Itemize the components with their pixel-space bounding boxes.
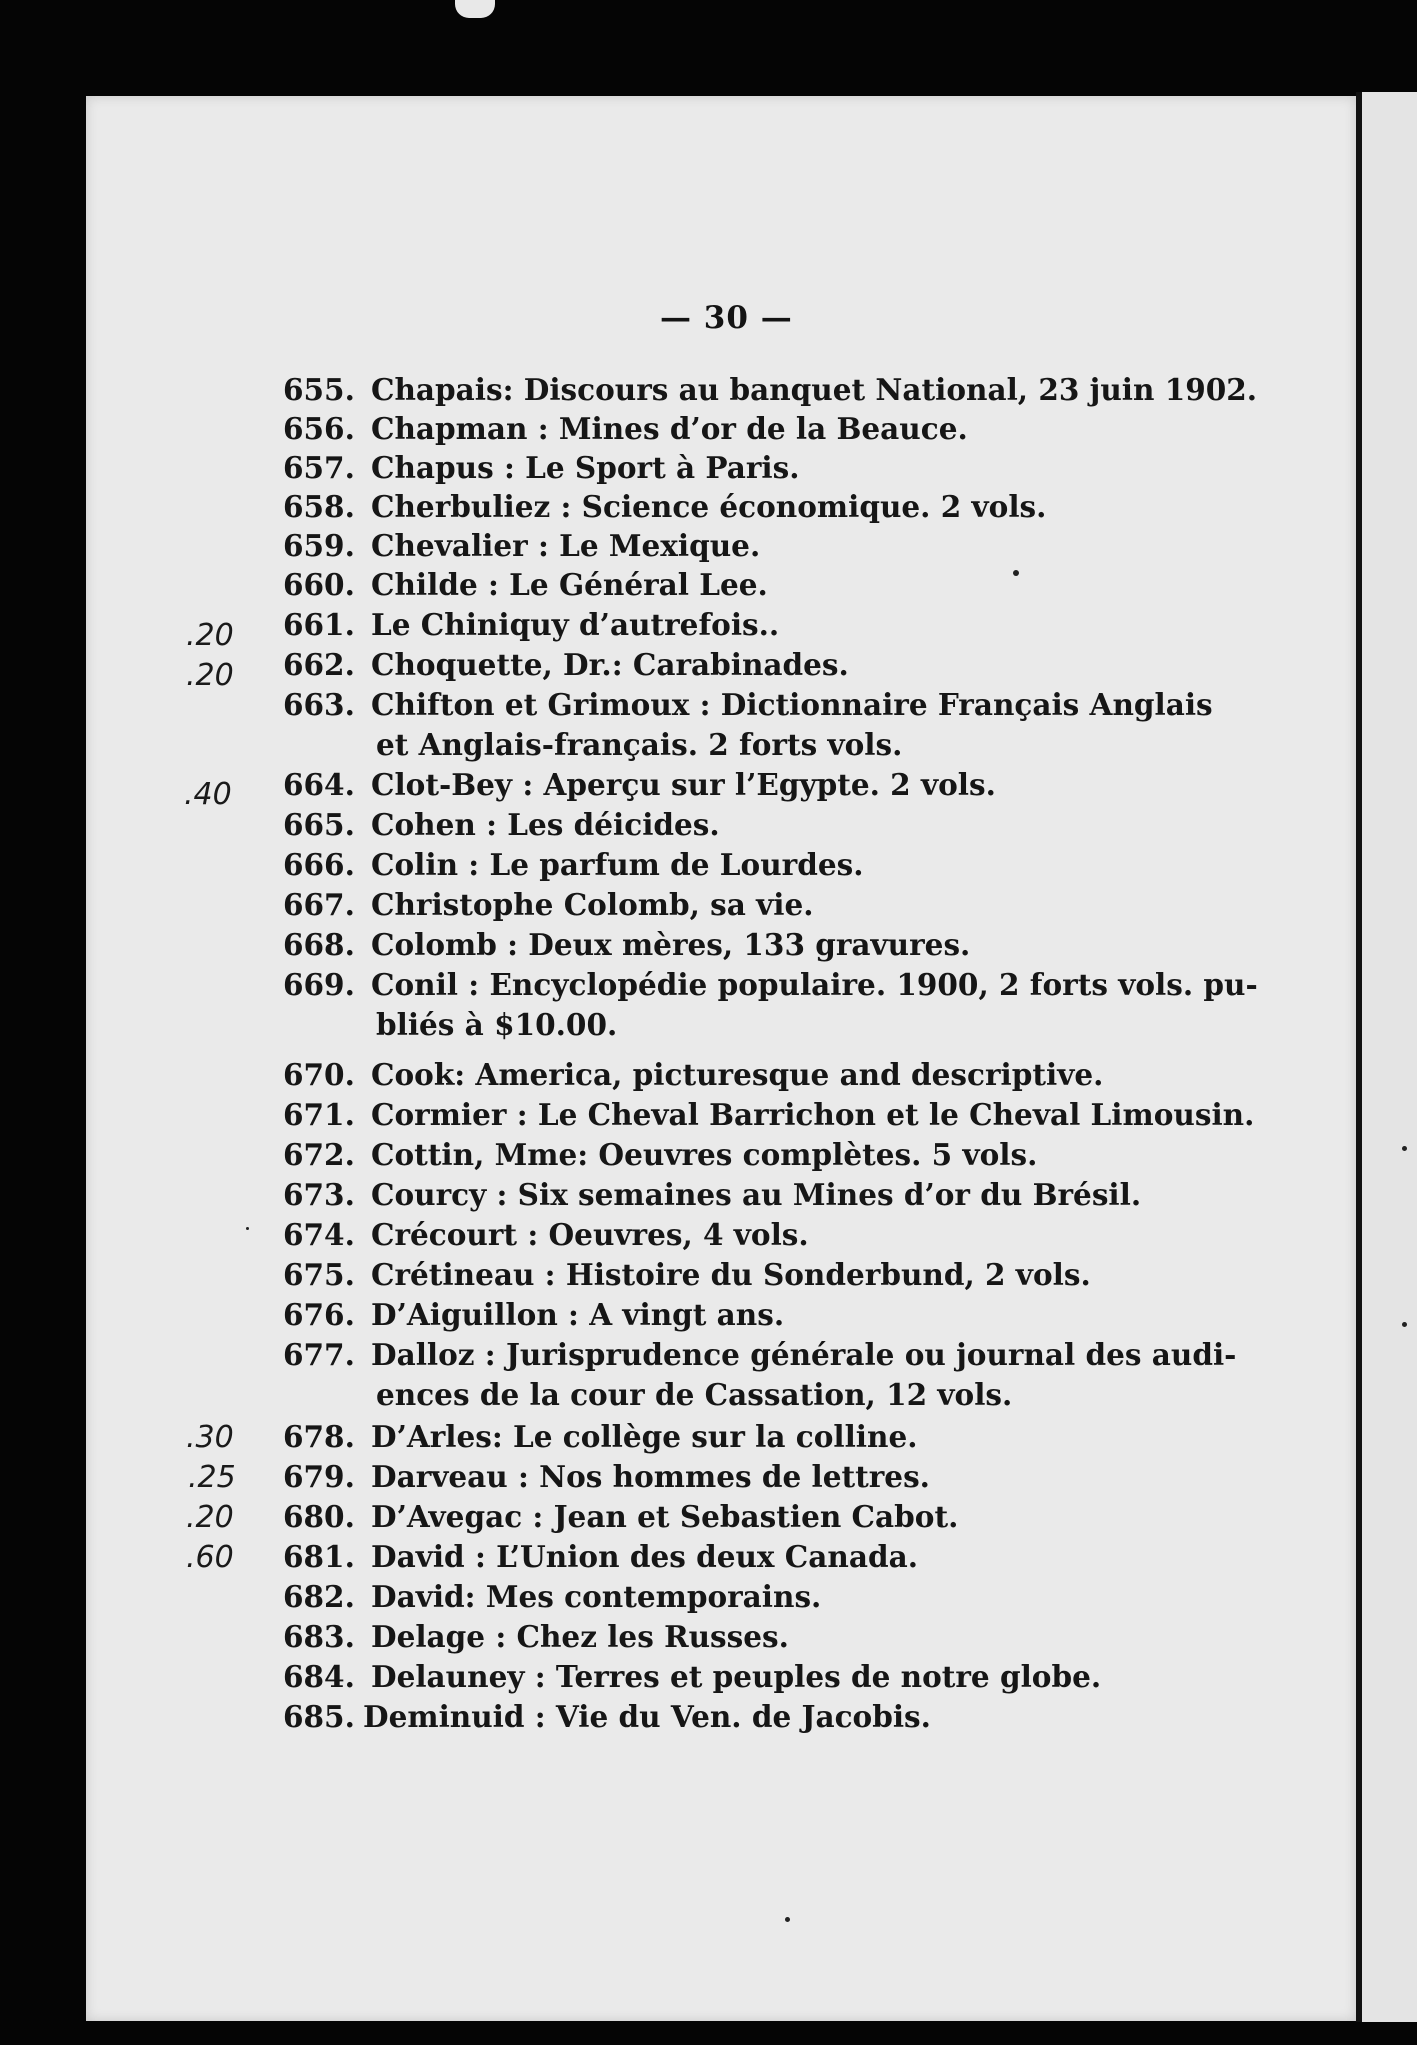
entry-number: 670. <box>283 1057 355 1092</box>
entry-number: 681. <box>283 1539 355 1574</box>
entry-continuation: ences de la cour de Cassation, 12 vols. <box>376 1377 1013 1412</box>
entry-text: Cook: America, picturesque and descriptive. <box>371 1057 1104 1092</box>
entry-text: Deminuid : Vie du Ven. de Jacobis. <box>363 1699 931 1734</box>
entry-number: 657. <box>283 450 355 485</box>
handwritten-price-note: .60 <box>186 1540 234 1575</box>
entry-number: 684. <box>283 1659 355 1694</box>
entry-continuation: et Anglais-français. 2 forts vols. <box>376 727 903 762</box>
entry-number: 674. <box>283 1217 355 1252</box>
scan-speck <box>246 1227 249 1230</box>
entry-text: D’Arles: Le collège sur la colline. <box>371 1419 918 1454</box>
handwritten-price-note: .20 <box>186 1500 234 1535</box>
entry-text: Cormier : Le Cheval Barrichon et le Cheval Limousin. <box>371 1097 1255 1132</box>
handwritten-price-note: .25 <box>188 1460 236 1495</box>
entry-text: Dalloz : Jurisprudence générale ou journal des audi- <box>371 1337 1237 1372</box>
entry-continuation: bliés à $10.00. <box>376 1007 618 1042</box>
entry-text: Crécourt : Oeuvres, 4 vols. <box>371 1217 809 1252</box>
entry-number: 669. <box>283 967 355 1002</box>
entry-number: 660. <box>283 567 355 602</box>
entry-text: Colomb : Deux mères, 133 gravures. <box>371 927 971 962</box>
entry-text: Choquette, Dr.: Carabinades. <box>371 647 849 682</box>
entry-number: 683. <box>283 1619 355 1654</box>
entry-text: Clot-Bey : Aperçu sur l’Egypte. 2 vols. <box>371 767 996 802</box>
entry-number: 658. <box>283 489 355 524</box>
entry-number: 667. <box>283 887 355 922</box>
entry-text: David : L’Union des deux Canada. <box>371 1539 918 1574</box>
entry-text: Cohen : Les déicides. <box>371 807 720 842</box>
entry-number: 659. <box>283 528 355 563</box>
entry-text: Cottin, Mme: Oeuvres complètes. 5 vols. <box>371 1137 1038 1172</box>
entry-text: Chapus : Le Sport à Paris. <box>371 450 800 485</box>
entry-text: Cherbuliez : Science économique. 2 vols. <box>371 489 1047 524</box>
entry-text: Crétineau : Histoire du Sonderbund, 2 vols. <box>371 1257 1091 1292</box>
entry-number: 676. <box>283 1297 355 1332</box>
scan-speck <box>1402 1146 1407 1151</box>
handwritten-price-note: .30 <box>186 1420 234 1455</box>
adjacent-page-edge <box>1362 92 1417 2022</box>
scan-speck <box>1013 570 1019 576</box>
entry-number: 665. <box>283 807 355 842</box>
entry-number: 664. <box>283 767 355 802</box>
entry-text: Courcy : Six semaines au Mines d’or du Brésil. <box>371 1177 1142 1212</box>
entry-number: 673. <box>283 1177 355 1212</box>
entry-text: Delage : Chez les Russes. <box>371 1619 789 1654</box>
entry-number: 671. <box>283 1097 355 1132</box>
entry-text: David: Mes contemporains. <box>371 1579 822 1614</box>
scan-artifact <box>455 0 495 18</box>
entry-number: 675. <box>283 1257 355 1292</box>
entry-text: D’Avegac : Jean et Sebastien Cabot. <box>371 1499 959 1534</box>
entry-number: 672. <box>283 1137 355 1172</box>
entry-number: 679. <box>283 1459 355 1494</box>
entry-number: 678. <box>283 1419 355 1454</box>
handwritten-price-note: .20 <box>186 618 234 653</box>
entry-number: 680. <box>283 1499 355 1534</box>
scan-speck <box>1402 1322 1407 1327</box>
handwritten-price-note: .40 <box>184 777 232 812</box>
entry-number: 685. <box>283 1699 355 1734</box>
entry-text: Chevalier : Le Mexique. <box>371 528 761 563</box>
entry-number: 655. <box>283 372 355 407</box>
entry-text: Le Chiniquy d’autrefois.. <box>371 607 780 642</box>
entry-text: Christophe Colomb, sa vie. <box>371 887 814 922</box>
entry-number: 666. <box>283 847 355 882</box>
entry-text: Chifton et Grimoux : Dictionnaire Français Anglais <box>371 687 1213 722</box>
entry-text: Chapais: Discours au banquet National, 23 juin 1902. <box>371 372 1258 407</box>
entry-number: 661. <box>283 607 355 642</box>
entry-number: 656. <box>283 411 355 446</box>
entry-number: 663. <box>283 687 355 722</box>
entry-text: Darveau : Nos hommes de lettres. <box>371 1459 930 1494</box>
entry-text: Colin : Le parfum de Lourdes. <box>371 847 864 882</box>
entry-text: Delauney : Terres et peuples de notre globe. <box>371 1659 1102 1694</box>
entry-text: D’Aiguillon : A vingt ans. <box>371 1297 785 1332</box>
entry-number: 677. <box>283 1337 355 1372</box>
entry-number: 662. <box>283 647 355 682</box>
entry-number: 682. <box>283 1579 355 1614</box>
entry-text: Chapman : Mines d’or de la Beauce. <box>371 411 968 446</box>
scan-speck <box>785 1917 790 1922</box>
handwritten-price-note: .20 <box>186 658 234 693</box>
entry-text: Conil : Encyclopédie populaire. 1900, 2 forts vols. pu- <box>371 967 1258 1002</box>
entry-number: 668. <box>283 927 355 962</box>
page-number: — 30 — <box>660 300 793 336</box>
entry-text: Childe : Le Général Lee. <box>371 567 768 602</box>
